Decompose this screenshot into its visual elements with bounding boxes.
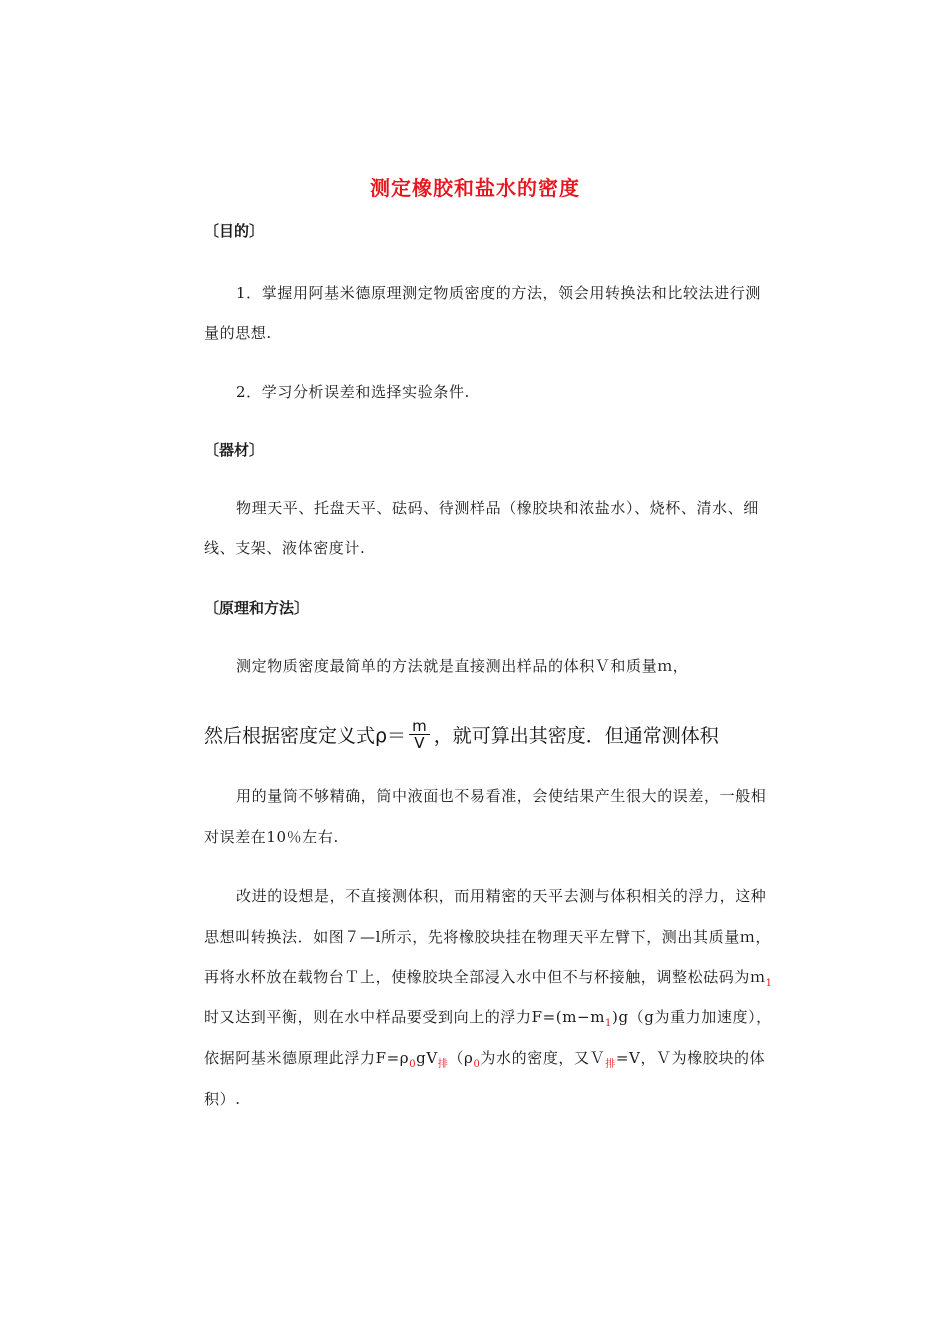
line-5-text-b: gV (416, 1049, 438, 1067)
line-5-text-e: =V，Ｖ为橡胶块的体 (615, 1049, 766, 1067)
equipment-line-2: 线、支架、液体密度计. (204, 539, 366, 557)
line-4-text-b: )g（g为重力加速度）， (612, 1008, 772, 1026)
formula-text-after: ，就可算出其密度．但通常测体积 (433, 724, 719, 747)
method-paragraph-3-line-6: 积）. (204, 1090, 241, 1108)
method-paragraph-3-line-1: 改进的设想是，不直接测体积，而用精密的天平去测与体积相关的浮力，这种 (236, 887, 767, 905)
fraction-numerator: m (409, 718, 430, 735)
method-heading: 〔原理和方法〕 (204, 599, 310, 617)
purpose-paragraph-1-line-1: 1．掌握用阿基米德原理测定物质密度的方法，领会用转换法和比较法进行测 (236, 284, 761, 302)
method-paragraph-2-line-2: 对误差在10％左右. (204, 828, 339, 846)
formula-text-before: 然后根据密度定义式ρ＝ (204, 724, 407, 747)
line-3-text: 再将水杯放在载物台Ｔ上，使橡胶块全部浸入水中但不与杯接触，调整松砝码为ｍ (204, 968, 766, 986)
purpose-heading: 〔目的〕 (204, 222, 265, 240)
method-paragraph-1: 测定物质密度最简单的方法就是直接测出样品的体积Ｖ和质量ｍ， (236, 657, 689, 675)
method-paragraph-3-line-3 (204, 966, 773, 987)
equipment-line-1: 物理天平、托盘天平、砝码、待测样品（橡胶块和浓盐水）、烧杯、清水、细 (236, 499, 759, 517)
subscript-pai: 排 (437, 1059, 449, 1070)
method-paragraph-2-line-1: 用的量筒不够精确，筒中液面也不易看准，会使结果产生很大的误差，一般相 (236, 787, 767, 805)
subscript-1: 1 (605, 1018, 613, 1029)
line-5-text-d: 为水的密度，又Ｖ (480, 1049, 606, 1067)
purpose-paragraph-1-line-2: 量的思想. (204, 324, 272, 342)
method-paragraph-3-line-5 (204, 1047, 765, 1068)
fraction-denominator: V (414, 733, 425, 752)
purpose-paragraph-2: 2．学习分析误差和选择实验条件. (236, 383, 470, 401)
fraction-m-over-v (409, 718, 430, 751)
subscript-0: 0 (473, 1059, 481, 1070)
subscript-pai: 排 (605, 1059, 616, 1070)
subscript-1: 1 (765, 978, 773, 989)
subscript-0: 0 (409, 1059, 417, 1070)
method-paragraph-3-line-2: 思想叫转换法．如图７—l所示，先将橡胶块挂在物理天平左臂下，测出其质量ｍ， (204, 928, 772, 946)
density-formula (204, 714, 719, 754)
line-4-text-a: 时又达到平衡，则在水中样品要受到向上的浮力F=(m−m (204, 1008, 606, 1026)
line-5-text-a: 依据阿基米德原理此浮力F=ρ (204, 1049, 410, 1067)
method-paragraph-3-line-4 (204, 1006, 772, 1027)
line-5-text-c: （ρ (448, 1049, 474, 1067)
page-title: 测定橡胶和盐水的密度 (370, 176, 580, 200)
equipment-heading: 〔器材〕 (204, 441, 265, 459)
